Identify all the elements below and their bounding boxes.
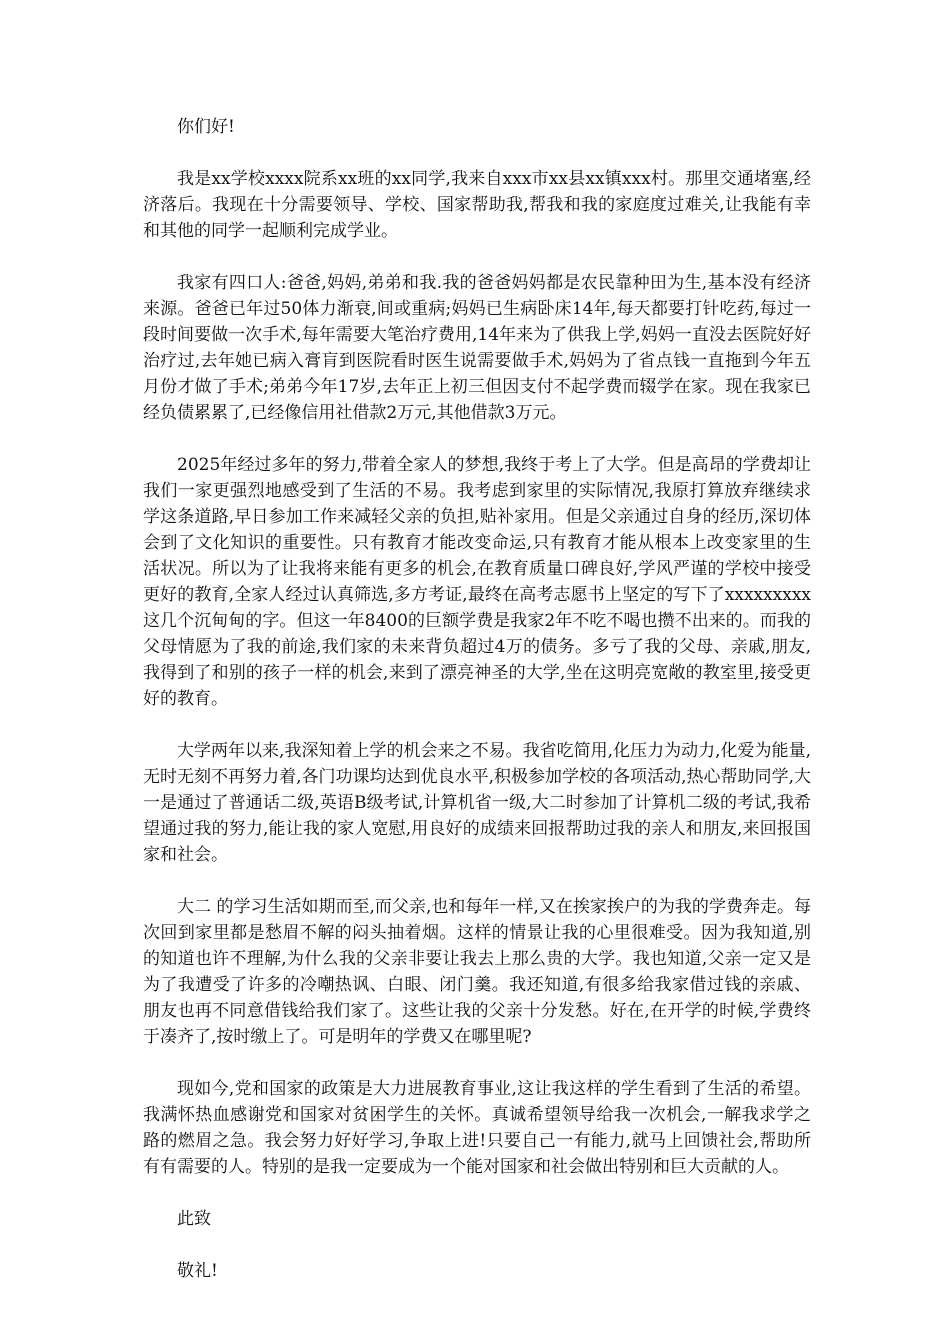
paragraph-request: 现如今,党和国家的政策是大力进展教育事业,这让我这样的学生看到了生活的希望。我满怀热血感谢党和国家对贫困学生的关怀。真诚希望领导给我一次机会,一解我求学之路的燃眉之急。我会努力好好学习,争取上进!只要自己一有能力,就马上回馈社会,帮助所有有需要的人。特别的是我一定要成为一个能对国家和社会做出特别和巨大贡献的人。 (143, 1079, 811, 1177)
paragraph-introduction: 我是xx学校xxxx院系xx班的xx同学,我来自xxx市xx县xx镇xxx村。那里交通堵塞,经济落后。我现在十分需要领导、学校、国家帮助我,帮我和我的家庭度过难关,让我能有幸和其他的同学一起顺利完成学业。 (143, 169, 811, 241)
closing-salutation: 此致 (177, 1209, 211, 1229)
paragraph-admission: 2025年经过多年的努力,带着全家人的梦想,我终于考上了大学。但是高昂的学费却让我们一家更强烈地感受到了生活的不易。我考虑到家里的实际情况,我原打算放弃继续求学这条道路,早日参加工作来减轻父亲的负担,贴补家用。但是父亲通过自身的经历,深切体会到了文化知识的重要性。只有教育才能改变命运,只有教育才能从根本上改变家里的生活状况。所以为了让我将来能有更多的机会,在教育质量口碑良好,学风严谨的学校中接受更好的教育,全家人经过认真筛选,多方考证,最终在高考志愿书上坚定的写下了xxxxxxxxx这几个沉甸甸的字。但这一年8400的巨额学费是我家2年不吃不喝也攒不出来的。而我的父母情愿为了我的前途,我们家的未来背负超过4万的债务。多亏了我的父母、亲戚,朋友,我得到了和别的孩子一样的机会,来到了漂亮神圣的大学,坐在这明亮宽敞的教室里,接受更好的教育。 (143, 455, 811, 709)
greeting: 你们好! (177, 117, 235, 137)
paragraph-family: 我家有四口人:爸爸,妈妈,弟弟和我.我的爸爸妈妈都是农民靠种田为生,基本没有经济来源。爸爸已年过50体力渐衰,间或重病;妈妈已生病卧床14年,每天都要打针吃药,每过一段时间要做一次手术,每年需要大笔治疗费用,14年来为了供我上学,妈妈一直没去医院好好治疗过,去年她已病入膏肓到医院看时医生说需要做手术,妈妈为了省点钱一直拖到今年五月份才做了手术;弟弟今年17岁,去年正上初三但因支付不起学费而辍学在家。现在我家已经负债累累了,已经像信用社借款2万元,其他借款3万元。 (143, 273, 811, 423)
letter-body (143, 114, 811, 1310)
paragraph-second-year: 大二 的学习生活如期而至,而父亲,也和每年一样,又在挨家挨户的为我的学费奔走。每次回到家里都是愁眉不解的闷头抽着烟。这样的情景让我的心里很难受。因为我知道,别的知道也许不理解,为什么我的父亲非要让我去上那么贵的大学。我也知道,父亲一定又是为了我遭受了许多的冷嘲热讽、白眼、闭门羹。我还知道,有很多给我家借过钱的亲戚、朋友也再不同意借钱给我们家了。这些让我的父亲十分发愁。好在,在开学的时候,学费终于凑齐了,按时缴上了。可是明年的学费又在哪里呢? (143, 897, 811, 1047)
paragraph-college-years: 大学两年以来,我深知着上学的机会来之不易。我省吃简用,化压力为动力,化爱为能量,无时无刻不再努力着,各门功课均达到优良水平,积极参加学校的各项活动,热心帮助同学,大一是通过了普通话二级,英语B级考试,计算机省一级,大二时参加了计算机二级的考试,我希望通过我的努力,能让我的家人宽慰,用良好的成绩来回报帮助过我的亲人和朋友,来回报国家和社会。 (143, 741, 811, 865)
closing-regards: 敬礼! (177, 1261, 218, 1281)
